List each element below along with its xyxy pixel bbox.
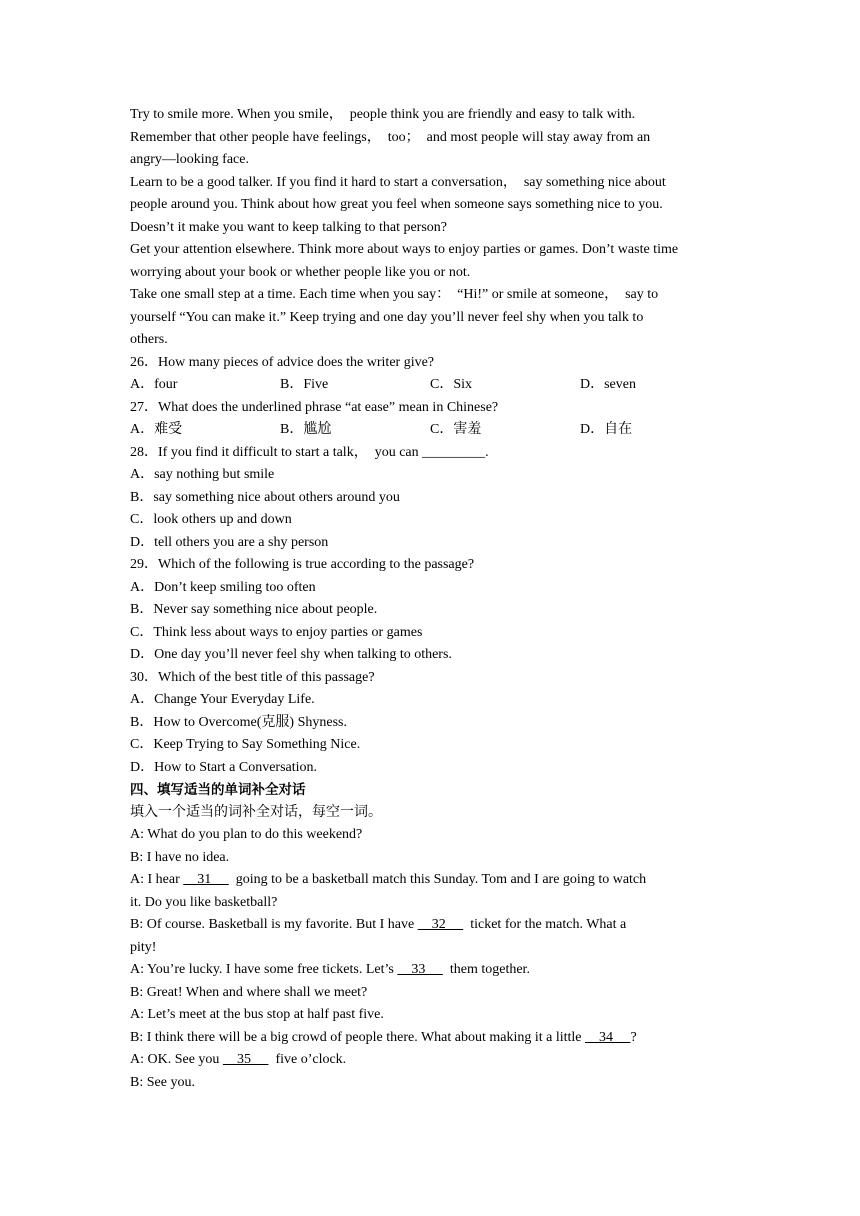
blank-31[interactable]: 31 (183, 872, 229, 887)
dialogue-text: ? (630, 1029, 637, 1045)
dialogue-line: A: What do you plan to do this weekend? (130, 827, 363, 842)
dialogue-line (130, 869, 730, 892)
question-28 (130, 442, 730, 555)
reading-passage (130, 104, 730, 352)
passage-line: Take one small step at a time. Each time when you say： “Hi!” or smile at someone， say to (130, 287, 659, 302)
option-c: C．Six (430, 377, 473, 392)
option-b: B．Never say something nice about people. (130, 602, 378, 617)
option-a: A．Change Your Everyday Life. (130, 692, 315, 707)
blank-33[interactable]: 33 (397, 962, 443, 977)
question-stem: 26．How many pieces of advice does the writer give? (130, 354, 435, 370)
passage-line: Learn to be a good talker. If you find it hard to start a conversation， say something nice about (130, 174, 666, 190)
section-4 (130, 779, 730, 824)
question-stem: 28．If you find it difficult to start a talk， you can _________. (130, 444, 489, 460)
option-b: B．How to Overcome(克服) Shyness. (130, 714, 347, 730)
passage-line: yourself “You can make it.” Keep trying and one day you’ll never feel shy when you talk to (130, 309, 644, 325)
dialogue-line: B: See you. (130, 1074, 195, 1090)
question-30 (130, 667, 730, 780)
dialogue-text: them together. (442, 962, 530, 977)
passage-line: Remember that other people have feelings， too； and most people will stay away from an (130, 129, 651, 145)
dialogue-text: ticket for the match. What a (463, 917, 627, 932)
option-d: D．seven (580, 377, 636, 392)
dialogue-text: five o’clock. (268, 1052, 347, 1067)
dialogue-text: A: I hear (130, 872, 184, 887)
dialogue-line (130, 1027, 730, 1050)
passage-line: Doesn’t it make you want to keep talking to that person? (130, 219, 448, 235)
section-instruction: 填入一个适当的词补全对话，每空一词。 (130, 804, 382, 820)
option-d: D．自在 (580, 422, 633, 437)
passage-line: Get your attention elsewhere. Think more about ways to enjoy parties or games. Don’t waste time (130, 242, 679, 257)
dialogue-line: A: Let’s meet at the bus stop at half past five. (130, 1007, 384, 1022)
option-a: A．say nothing but smile (130, 467, 275, 482)
question-stem: 27．What does the underlined phrase “at ease” mean in Chinese? (130, 399, 499, 415)
dialogue-line (130, 1049, 730, 1072)
passage-line: people around you. Think about how great you feel when someone says something nice to you. (130, 197, 663, 212)
option-b: B．say something nice about others around you (130, 489, 400, 505)
dialogue-line (130, 959, 730, 982)
dialogue-line: B: I have no idea. (130, 849, 230, 865)
options-row (130, 419, 730, 442)
blank-34[interactable]: 34 (585, 1029, 631, 1045)
section-heading: 四、填写适当的单词补全对话 (130, 782, 306, 798)
options-row (130, 374, 730, 397)
dialogue-text: A: OK. See you (130, 1052, 223, 1067)
option-d: D．One day you’ll never feel shy when talking to others. (130, 647, 452, 662)
dialogue-line (130, 914, 730, 937)
question-26 (130, 352, 730, 397)
question-29 (130, 554, 730, 667)
question-stem: 29．Which of the following is true according to the passage? (130, 557, 475, 572)
option-a: A．four (130, 377, 178, 392)
option-c: C．look others up and down (130, 512, 292, 527)
passage-line: worrying about your book or whether people like you or not. (130, 264, 471, 280)
dialogue-text: A: You’re lucky. I have some free tickets. Let’s (130, 962, 398, 977)
blank-32[interactable]: 32 (417, 917, 464, 932)
option-a: A．Don’t keep smiling too often (130, 579, 316, 595)
option-d: D．tell others you are a shy person (130, 534, 329, 550)
option-b: B．Five (280, 377, 329, 392)
question-stem: 30．Which of the best title of this passage? (130, 669, 375, 685)
option-c: C．Think less about ways to enjoy parties or games (130, 624, 423, 640)
passage-line: others. (130, 332, 168, 347)
option-b: B．尴尬 (280, 422, 332, 437)
dialogue-text: B: I think there will be a big crowd of people there. What about making it a little (130, 1029, 586, 1045)
document-content (130, 104, 730, 1094)
option-c: C．害羞 (430, 422, 482, 437)
dialogue-text: B: Of course. Basketball is my favorite. But I have (130, 917, 418, 932)
dialogue-text: going to be a basketball match this Sunday. Tom and I are going to watch (228, 872, 647, 887)
option-c: C．Keep Trying to Say Something Nice. (130, 737, 361, 752)
option-a: A．难受 (130, 422, 183, 437)
dialogue-line: it. Do you like basketball? (130, 894, 278, 910)
dialogue-line: B: Great! When and where shall we meet? (130, 984, 368, 1000)
dialogue-line: pity! (130, 939, 157, 955)
question-27 (130, 397, 730, 442)
option-d: D．How to Start a Conversation. (130, 759, 318, 775)
dialogue (130, 824, 730, 1094)
passage-line: angry—looking face. (130, 152, 249, 167)
passage-line: Try to smile more. When you smile， people think you are friendly and easy to talk with. (130, 107, 636, 122)
blank-35[interactable]: 35 (222, 1052, 269, 1067)
